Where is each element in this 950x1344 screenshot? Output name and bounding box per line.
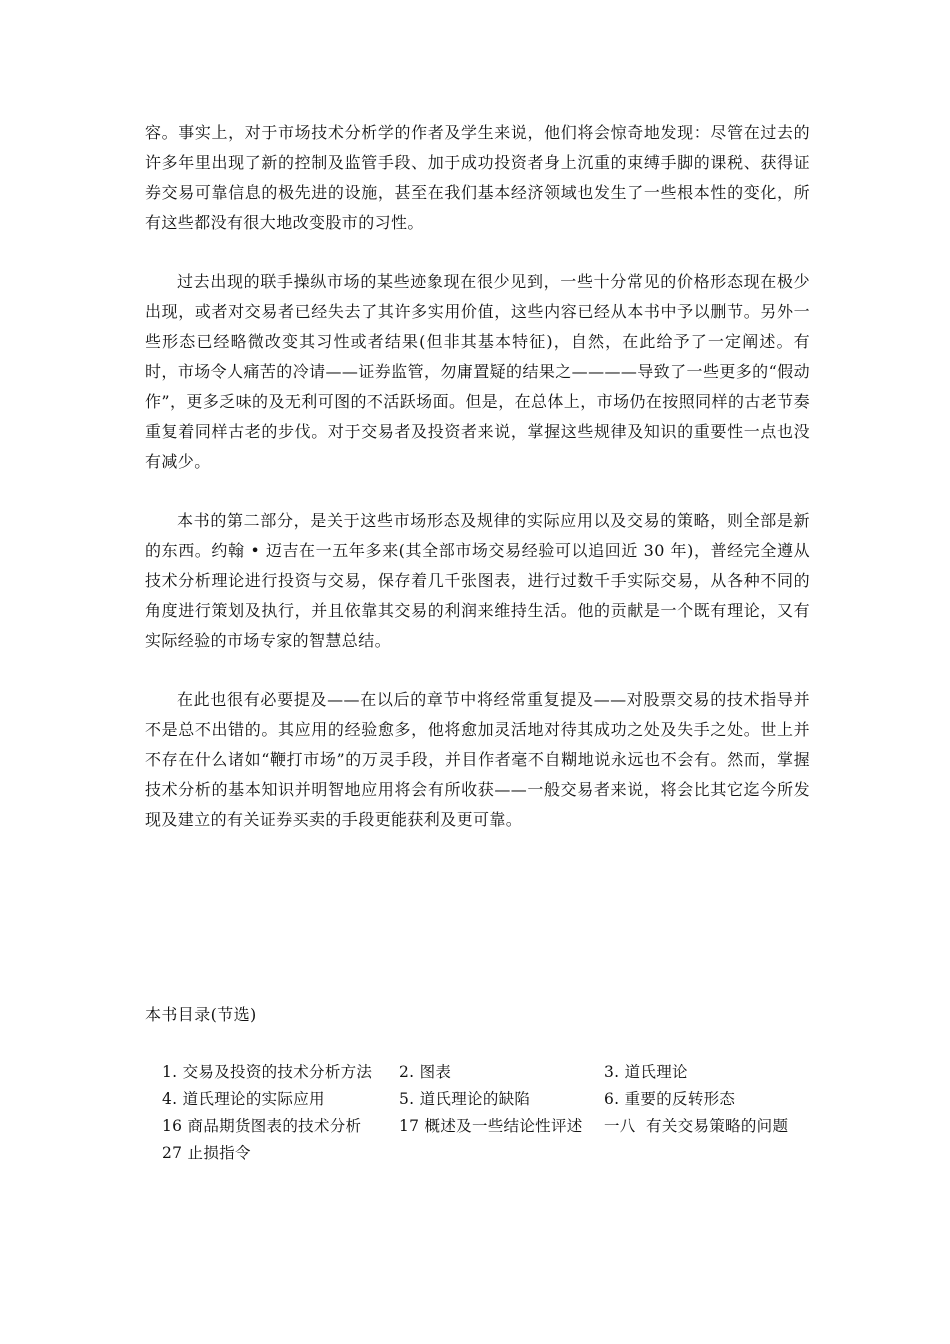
table-of-contents [162, 1059, 812, 1167]
paragraph-gap [145, 238, 810, 267]
paragraph-3: 本书的第二部分，是关于这些市场形态及规律的实际应用以及交易的策略，则全部是新的东西。约翰 • 迈吉在一五年多来(其全部市场交易经验可以追回近 30 年)，普经完全遵从技术分析理论进行投资与交易，保存着几千张图表，进行过数千手实际交易，从各种不同的角度进行策划及执行，并且依靠其交易的利润来维持生活。他的贡献是一个既有理论，又有实际经验的市场专家的智慧总结。 [145, 511, 810, 650]
paragraph-4: 在此也很有必要提及——在以后的章节中将经常重复提及——对股票交易的技术指导并不是总不出错的。其应用的经验愈多，他将愈加灵活地对待其成功之处及失手之处。世上并不存在什么诸如“鞭打市场”的万灵手段，并目作者毫不自糊地说永远也不会有。然而，掌握技术分析的基本知识并明智地应用将会有所收获——一般交易者来说，将会比其它迄今所发现及建立的有关证券买卖的手段更能获利及更可靠。 [145, 690, 810, 829]
toc-item: 16 商品期货图表的技术分析 [162, 1117, 362, 1135]
toc-item: 5. 道氏理论的缺陷 [399, 1090, 531, 1108]
toc-item: 17 概述及一些结论性评述 [399, 1117, 583, 1135]
toc-item: 1. 交易及投资的技术分析方法 [162, 1063, 373, 1081]
toc-item: 3. 道氏理论 [604, 1063, 688, 1081]
paragraph-gap [145, 477, 810, 506]
toc-heading: 本书目录(节选) [145, 1005, 257, 1024]
paragraph-1: 容。事实上，对于市场技术分析学的作者及学生来说，他们将会惊奇地发现：尽管在过去的许多年里出现了新的控制及监管手段、加于成功投资者身上沉重的束缚手脚的课税、获得证券交易可靠信息的极先进的设施，甚至在我们基本经济领域也发生了一些根本性的变化，所有这些都没有很大地改变股市的习性。 [145, 123, 810, 232]
toc-item: 一八 有关交易策略的问题 [604, 1117, 789, 1135]
paragraph-2: 过去出现的联手操纵市场的某些迹象现在很少见到，一些十分常见的价格形态现在极少出现，或者对交易者已经失去了其许多实用价值，这些内容已经从本书中予以删节。另外一些形态已经略微改变其习性或者结果(但非其基本特征)，自然，在此给予了一定阐述。有时，市场令人痛苦的冷请——证券监管，勿庸置疑的结果之————导致了一些更多的“假动作”，更多乏味的及无利可图的不活跃场面。但是，在总体上，市场仍在按照同样的古老节奏重复着同样古老的步伐。对于交易者及投资者来说，掌握这些规律及知识的重要性一点也没有减少。 [145, 272, 810, 471]
toc-item: 2. 图表 [399, 1063, 452, 1081]
document-body [145, 118, 810, 835]
toc-item: 4. 道氏理论的实际应用 [162, 1090, 325, 1108]
toc-item: 27 止损指令 [162, 1144, 251, 1162]
toc-item: 6. 重要的反转形态 [604, 1090, 736, 1108]
paragraph-gap [145, 656, 810, 685]
